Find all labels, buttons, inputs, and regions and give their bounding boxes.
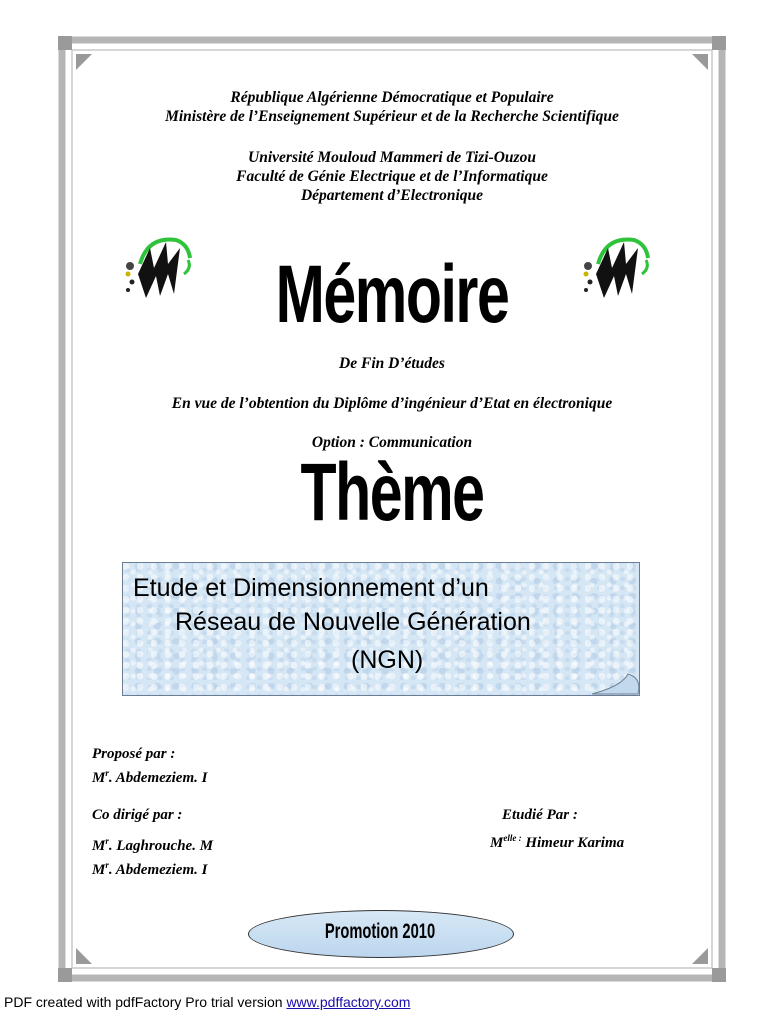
codirector-1: $M^r$. Laghrouche. M [92, 836, 214, 854]
diploma-purpose-line: En vue de l’obtention du Diplôme d’ingénieur d’Etat en électronique [171, 395, 613, 412]
proposed-person: $M^r$. Abdemeziem. I [92, 768, 208, 786]
end-of-studies-line: De Fin D’études [339, 355, 445, 372]
theme-line-1: Etude et Dimensionnement d’un [133, 574, 489, 602]
option-line: Option : Communication [311, 434, 473, 451]
proposed-block [92, 745, 207, 788]
theme-title: Thème [300, 447, 484, 538]
department-line: Département d’Electronique [300, 187, 484, 204]
footer-link[interactable]: www.pdffactory.com [286, 994, 411, 1010]
codirected-label: Co dirigé par : [92, 807, 183, 823]
republic-line: République Algérienne Démocratique et Populaire [230, 89, 554, 106]
faculty-line: Faculté de Génie Electrique et de l’Informatique [236, 168, 548, 185]
page-curl-icon [592, 672, 642, 701]
ministry-line: Ministère de l’Enseignement Supérieur et de la Recherche Scientifique [165, 108, 619, 125]
theme-line-3: (NGN) [351, 646, 424, 674]
codirector-2: $M^r$. Abdemeziem. I [92, 860, 208, 878]
theme-line-2: Réseau de Nouvelle Génération [175, 608, 531, 636]
codirected-block [92, 806, 213, 880]
pdf-footer [4, 994, 410, 1010]
proposed-label: Proposé par : [92, 746, 176, 762]
footer-text: PDF created with pdfFactory Pro trial version [4, 994, 287, 1010]
studied-label: Etudié Par : [502, 807, 578, 823]
theme-box [122, 562, 640, 696]
memoire-title: Mémoire [275, 249, 509, 340]
university-line: Université Mouloud Mammeri de Tizi-Ouzou [248, 149, 536, 166]
promotion-label: Promotion 2010 [324, 920, 436, 943]
student-name: $M^{elle :}$ Himeur Karima [490, 833, 625, 851]
